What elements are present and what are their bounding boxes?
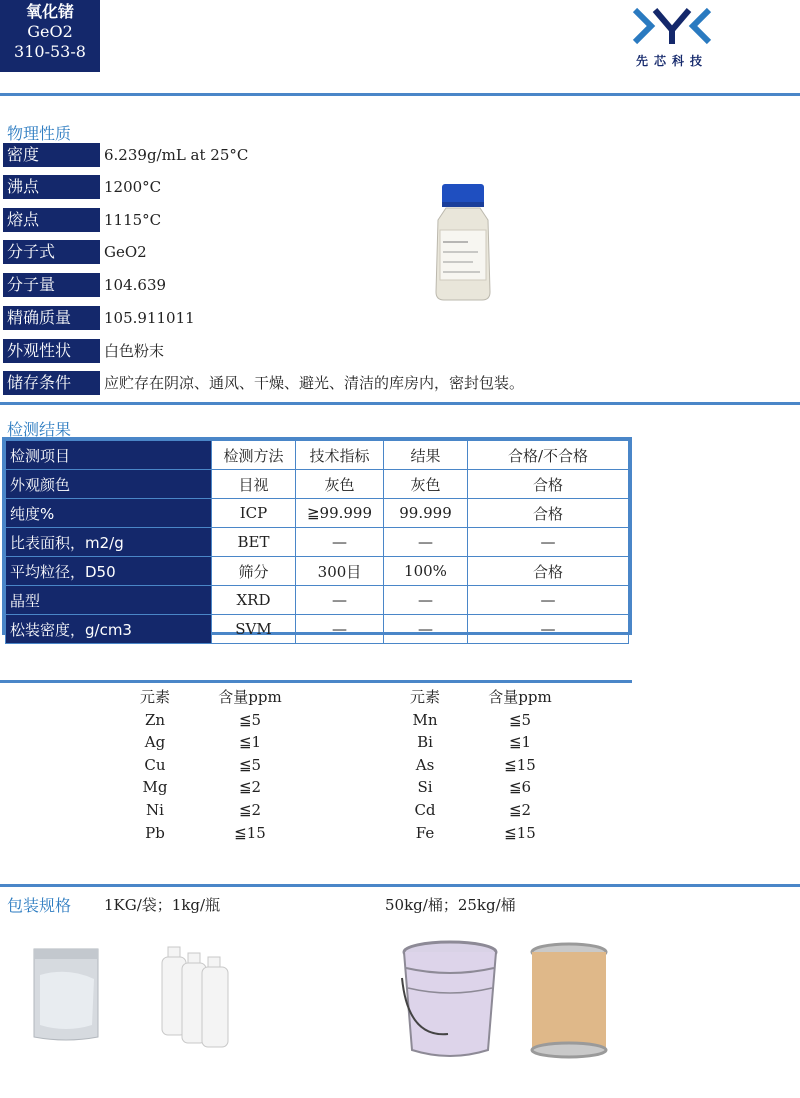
element-content: ≦15: [504, 755, 536, 774]
table-cell: 合格: [468, 499, 629, 528]
table-cell: 300目: [296, 557, 384, 586]
table-header-cell: 检测方法: [212, 441, 296, 470]
product-title-box: [0, 0, 100, 72]
element-symbol: Fe: [415, 823, 435, 842]
element-content: ≦5: [508, 710, 532, 729]
table-cell: —: [384, 615, 468, 644]
logo-text: 先芯科技: [635, 54, 708, 68]
table-row: [6, 470, 629, 499]
property-label: 熔点: [3, 208, 100, 232]
property-value: 6.239g/mL at 25°C: [104, 146, 249, 164]
table-cell: —: [468, 615, 629, 644]
table-cell: 纯度%: [6, 499, 212, 528]
table-row: [6, 586, 629, 615]
reagent-bottle-image: [428, 182, 498, 304]
test-section-title: 检测结果: [7, 420, 72, 439]
table-header-row: [6, 441, 629, 470]
property-value: 白色粉末: [104, 342, 165, 360]
product-formula: GeO2: [27, 22, 73, 41]
table-cell: 晶型: [6, 586, 212, 615]
table-row: [6, 615, 629, 644]
packaging-divider: [0, 884, 800, 887]
table-cell: 100%: [384, 557, 468, 586]
element-content: ≦15: [504, 823, 536, 842]
packaging-small: 1KG/袋；1kg/瓶: [104, 896, 221, 914]
property-label: 分子式: [3, 240, 100, 264]
content-header: 含量ppm: [488, 688, 552, 706]
content-header: 含量ppm: [218, 688, 282, 706]
element-symbol: Si: [417, 778, 433, 797]
table-cell: 合格: [468, 557, 629, 586]
product-cas: 310-53-8: [14, 42, 86, 61]
table-cell: 平均粒径，D50: [6, 557, 212, 586]
property-value: 104.639: [104, 276, 167, 294]
property-label: 密度: [3, 143, 100, 167]
element-symbol: Ni: [146, 801, 164, 819]
table-cell: 99.999: [384, 499, 468, 528]
table-cell: 比表面积，m2/g: [6, 528, 212, 557]
physical-section-title: 物理性质: [7, 124, 72, 143]
element-content: ≦2: [238, 801, 262, 819]
plastic-bottles-image: [158, 945, 238, 1051]
element-content: ≦2: [508, 801, 532, 819]
element-symbol: Bi: [417, 733, 433, 752]
table-cell: —: [468, 586, 629, 615]
table-cell: —: [384, 586, 468, 615]
property-value: 1115°C: [104, 211, 162, 229]
table-header-cell: 检测项目: [6, 441, 212, 470]
table-header-cell: 合格/不合格: [468, 441, 629, 470]
properties-divider: [0, 402, 800, 405]
element-content: ≦5: [238, 755, 262, 774]
header-divider: [0, 93, 800, 96]
logo-mark-icon: [627, 4, 717, 46]
table-cell: 合格: [468, 470, 629, 499]
impurities-divider: [0, 680, 632, 683]
table-cell: —: [384, 528, 468, 557]
property-value: 应贮存在阴凉、通风、干燥、避光、清洁的库房内，密封包装。: [104, 374, 525, 392]
test-results-table: [2, 437, 632, 639]
element-content: ≦1: [508, 733, 532, 752]
table-row: [6, 528, 629, 557]
property-value: GeO2: [104, 243, 147, 261]
property-value: 1200°C: [104, 178, 162, 196]
property-value: 105.911011: [104, 309, 195, 327]
element-content: ≦2: [238, 778, 262, 797]
element-content: ≦1: [238, 733, 262, 752]
packaging-section-title: 包装规格: [7, 896, 72, 915]
table-cell: —: [296, 528, 384, 557]
company-logo: [622, 4, 722, 70]
table-row: [6, 557, 629, 586]
element-symbol: Cu: [144, 755, 166, 774]
table-cell: —: [296, 615, 384, 644]
table-cell: 目视: [212, 470, 296, 499]
table-cell: ≧99.999: [296, 499, 384, 528]
product-name: 氧化锗: [25, 2, 74, 21]
table-header-cell: 结果: [384, 441, 468, 470]
table-cell: 灰色: [384, 470, 468, 499]
table-cell: —: [296, 586, 384, 615]
table-cell: 松装密度，g/cm3: [6, 615, 212, 644]
element-header: 元素: [409, 688, 440, 706]
element-symbol: As: [415, 755, 435, 774]
property-label: 外观性状: [3, 339, 100, 363]
element-content: ≦6: [508, 778, 532, 797]
table-cell: 灰色: [296, 470, 384, 499]
table-cell: —: [468, 528, 629, 557]
element-symbol: Zn: [144, 710, 166, 729]
metal-pail-image: [400, 938, 500, 1064]
element-symbol: Mg: [142, 778, 168, 797]
table-cell: ICP: [212, 499, 296, 528]
table-cell: 外观颜色: [6, 470, 212, 499]
element-content: ≦15: [234, 823, 266, 842]
element-header: 元素: [139, 688, 170, 706]
table-header-cell: 技术指标: [296, 441, 384, 470]
property-label: 储存条件: [3, 371, 100, 395]
table-row: [6, 499, 629, 528]
table-cell: BET: [212, 528, 296, 557]
table-cell: XRD: [212, 586, 296, 615]
table-cell: SVM: [212, 615, 296, 644]
property-label: 精确质量: [3, 306, 100, 330]
element-symbol: Ag: [144, 733, 166, 752]
element-symbol: Mn: [412, 710, 438, 729]
element-symbol: Cd: [414, 801, 436, 819]
packaging-large: 50kg/桶；25kg/桶: [385, 896, 516, 914]
foil-bag-image: [28, 945, 104, 1045]
fiber-drum-image: [530, 942, 608, 1060]
property-label: 分子量: [3, 273, 100, 297]
element-content: ≦5: [238, 710, 262, 729]
element-symbol: Pb: [145, 823, 165, 842]
property-label: 沸点: [3, 175, 100, 199]
table-cell: 筛分: [212, 557, 296, 586]
